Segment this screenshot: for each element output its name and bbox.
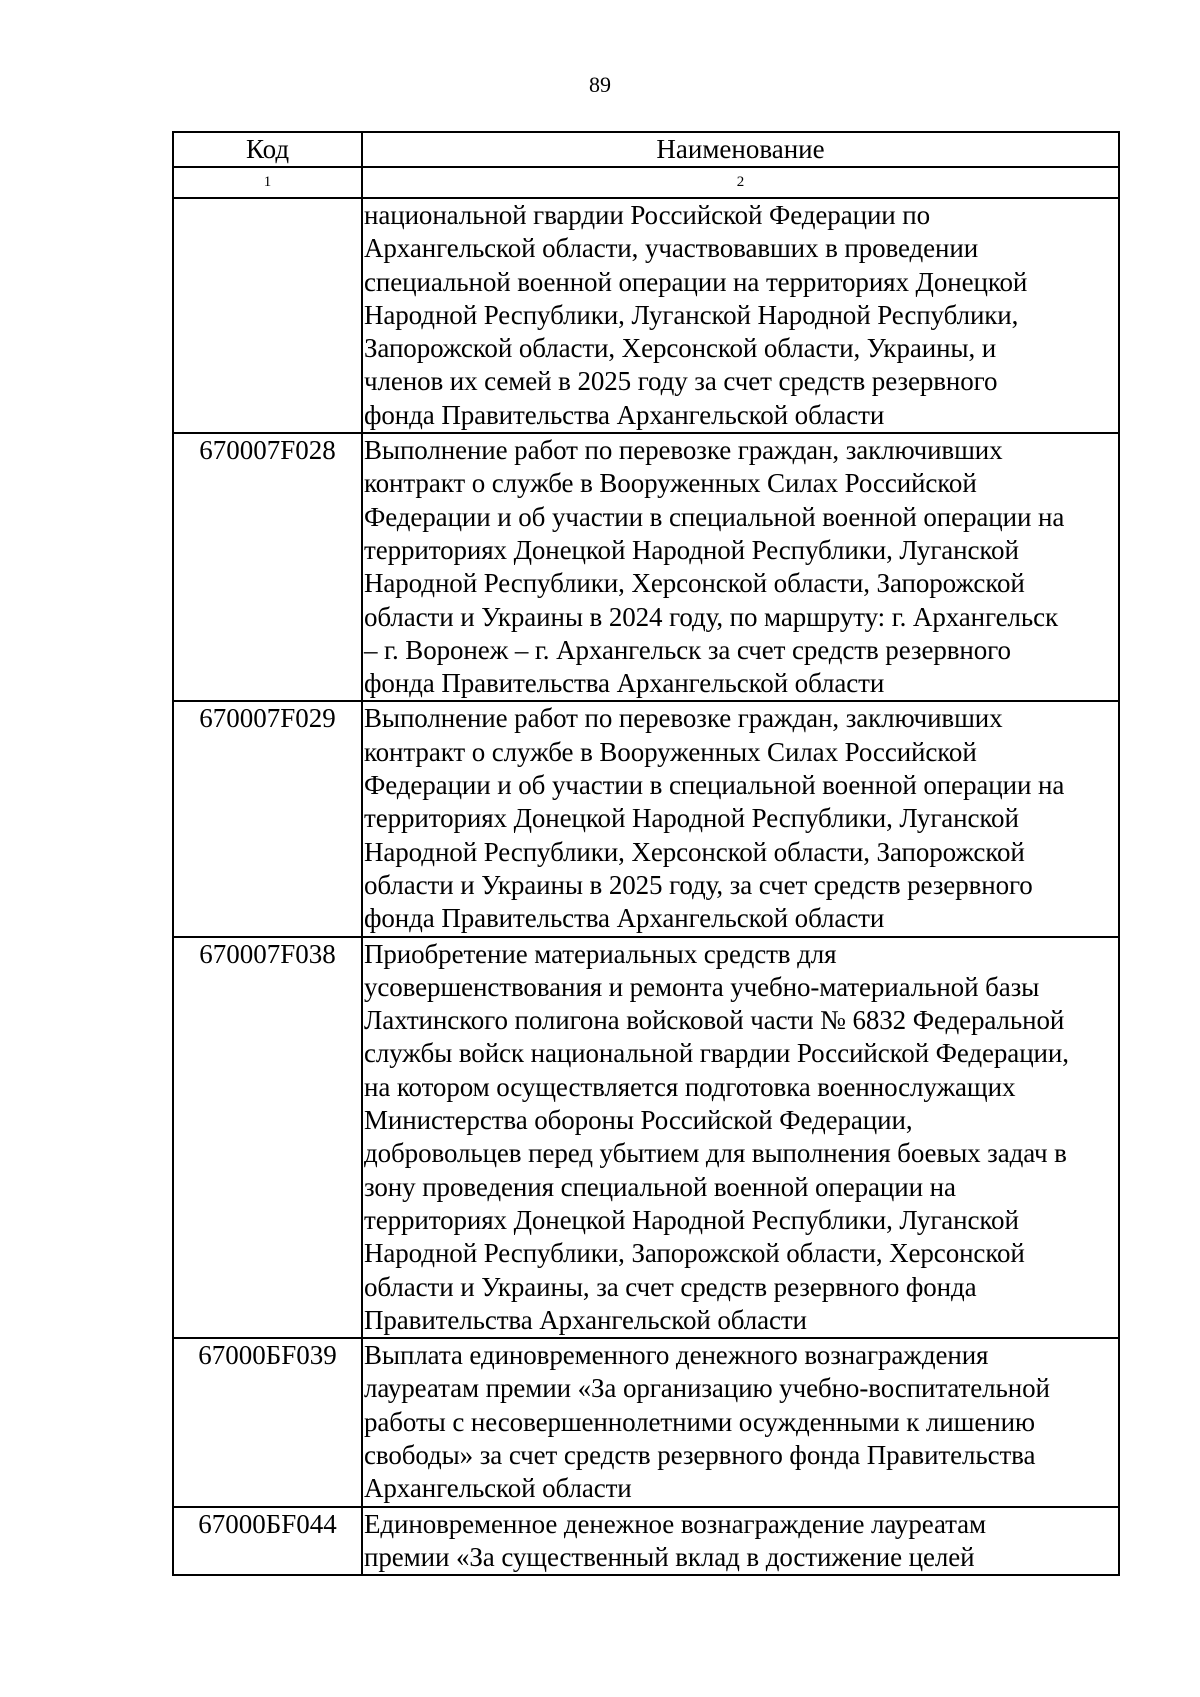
page-number: 89 — [589, 72, 611, 97]
name-line: специальной военной операции на территориях Донецкой — [364, 266, 1028, 297]
name-line: фонда Правительства Архангельской области — [364, 399, 885, 430]
row-name — [362, 701, 1119, 936]
name-line: территориях Донецкой Народной Республики, Луганской — [364, 803, 1019, 834]
header-code: Код — [173, 132, 362, 167]
column-number-row — [173, 167, 1119, 198]
name-line: Архангельской области — [364, 1473, 632, 1504]
row-name — [362, 937, 1119, 1339]
row-code — [173, 198, 362, 433]
table-row — [173, 1338, 1119, 1506]
name-line: работы с несовершеннолетними осужденными к лишению — [364, 1406, 1035, 1437]
name-line: Выполнение работ по перевозке граждан, заключивших — [364, 703, 1003, 734]
name-line: Выплата единовременного денежного вознаграждения — [364, 1340, 989, 1371]
name-line: фонда Правительства Архангельской области — [364, 903, 885, 934]
table-header-row — [173, 132, 1119, 167]
row-code: 67000БF039 — [173, 1338, 362, 1506]
name-line: зону проведения специальной военной операции на — [364, 1171, 956, 1202]
name-line: премии «За существенный вклад в достижение целей — [364, 1541, 975, 1572]
name-line: контракт о службе в Вооруженных Силах Российской — [364, 736, 977, 767]
name-line: области и Украины в 2024 году, по маршруту: г. Архангельск — [364, 601, 1058, 632]
column-number-1: 1 — [173, 167, 362, 198]
name-line: свободы» за счет средств резервного фонда Правительства — [364, 1439, 1036, 1470]
table-row — [173, 433, 1119, 701]
table-row — [173, 937, 1119, 1339]
name-line: территориях Донецкой Народной Республики, Луганской — [364, 1204, 1019, 1235]
name-line: – г. Воронеж – г. Архангельск за счет средств резервного — [364, 634, 1011, 665]
name-line: усовершенствования и ремонта учебно-материальной базы — [364, 971, 1040, 1002]
name-line: Единовременное денежное вознаграждение лауреатам — [364, 1508, 987, 1539]
name-line: Правительства Архангельской области — [364, 1304, 807, 1335]
name-line: Народной Республики, Херсонской области, Запорожской — [364, 568, 1025, 599]
name-line: Лахтинского полигона войсковой части № 6832 Федеральной — [364, 1005, 1065, 1036]
name-line: национальной гвардии Российской Федерации по — [364, 200, 931, 230]
name-line: Министерства обороны Российской Федерации, — [364, 1105, 913, 1136]
name-line: службы войск национальной гвардии Российской Федерации, — [364, 1038, 1069, 1069]
row-name — [362, 433, 1119, 701]
name-line: области и Украины в 2025 году, за счет средств резервного — [364, 869, 1033, 900]
name-line: Запорожской области, Херсонской области, Украины, и — [364, 333, 997, 364]
name-line: контракт о службе в Вооруженных Силах Российской — [364, 468, 977, 499]
name-line: добровольцев перед убытием для выполнения боевых задач в — [364, 1138, 1067, 1169]
name-line: Архангельской области, участвовавших в проведении — [364, 233, 979, 264]
row-name — [362, 198, 1119, 433]
name-line: Народной Республики, Луганской Народной Республики, — [364, 299, 1019, 330]
table-row — [173, 1507, 1119, 1576]
row-code: 670007F038 — [173, 937, 362, 1339]
table-row — [173, 198, 1119, 433]
name-line: Народной Республики, Запорожской области, Херсонской — [364, 1238, 1025, 1269]
name-line: области и Украины, за счет средств резервного фонда — [364, 1271, 977, 1302]
budget-codes-table — [172, 131, 1120, 1576]
row-name — [362, 1507, 1119, 1576]
header-name: Наименование — [362, 132, 1119, 167]
row-code: 670007F029 — [173, 701, 362, 936]
column-number-2: 2 — [362, 167, 1119, 198]
row-name — [362, 1338, 1119, 1506]
name-line: Приобретение материальных средств для — [364, 938, 837, 969]
name-line: территориях Донецкой Народной Республики, Луганской — [364, 534, 1019, 565]
name-line: Выполнение работ по перевозке граждан, заключивших — [364, 435, 1003, 466]
table-row — [173, 701, 1119, 936]
name-line: Народной Республики, Херсонской области, Запорожской — [364, 836, 1025, 867]
name-line: Федерации и об участии в специальной военной операции на — [364, 501, 1065, 532]
row-code: 670007F028 — [173, 433, 362, 701]
row-code: 67000БF044 — [173, 1507, 362, 1576]
name-line: фонда Правительства Архангельской области — [364, 668, 885, 699]
name-line: лауреатам премии «За организацию учебно-воспитательной — [364, 1373, 1050, 1404]
name-line: на котором осуществляется подготовка военнослужащих — [364, 1071, 1016, 1102]
name-line: членов их семей в 2025 году за счет средств резервного — [364, 366, 998, 397]
name-line: Федерации и об участии в специальной военной операции на — [364, 770, 1065, 801]
